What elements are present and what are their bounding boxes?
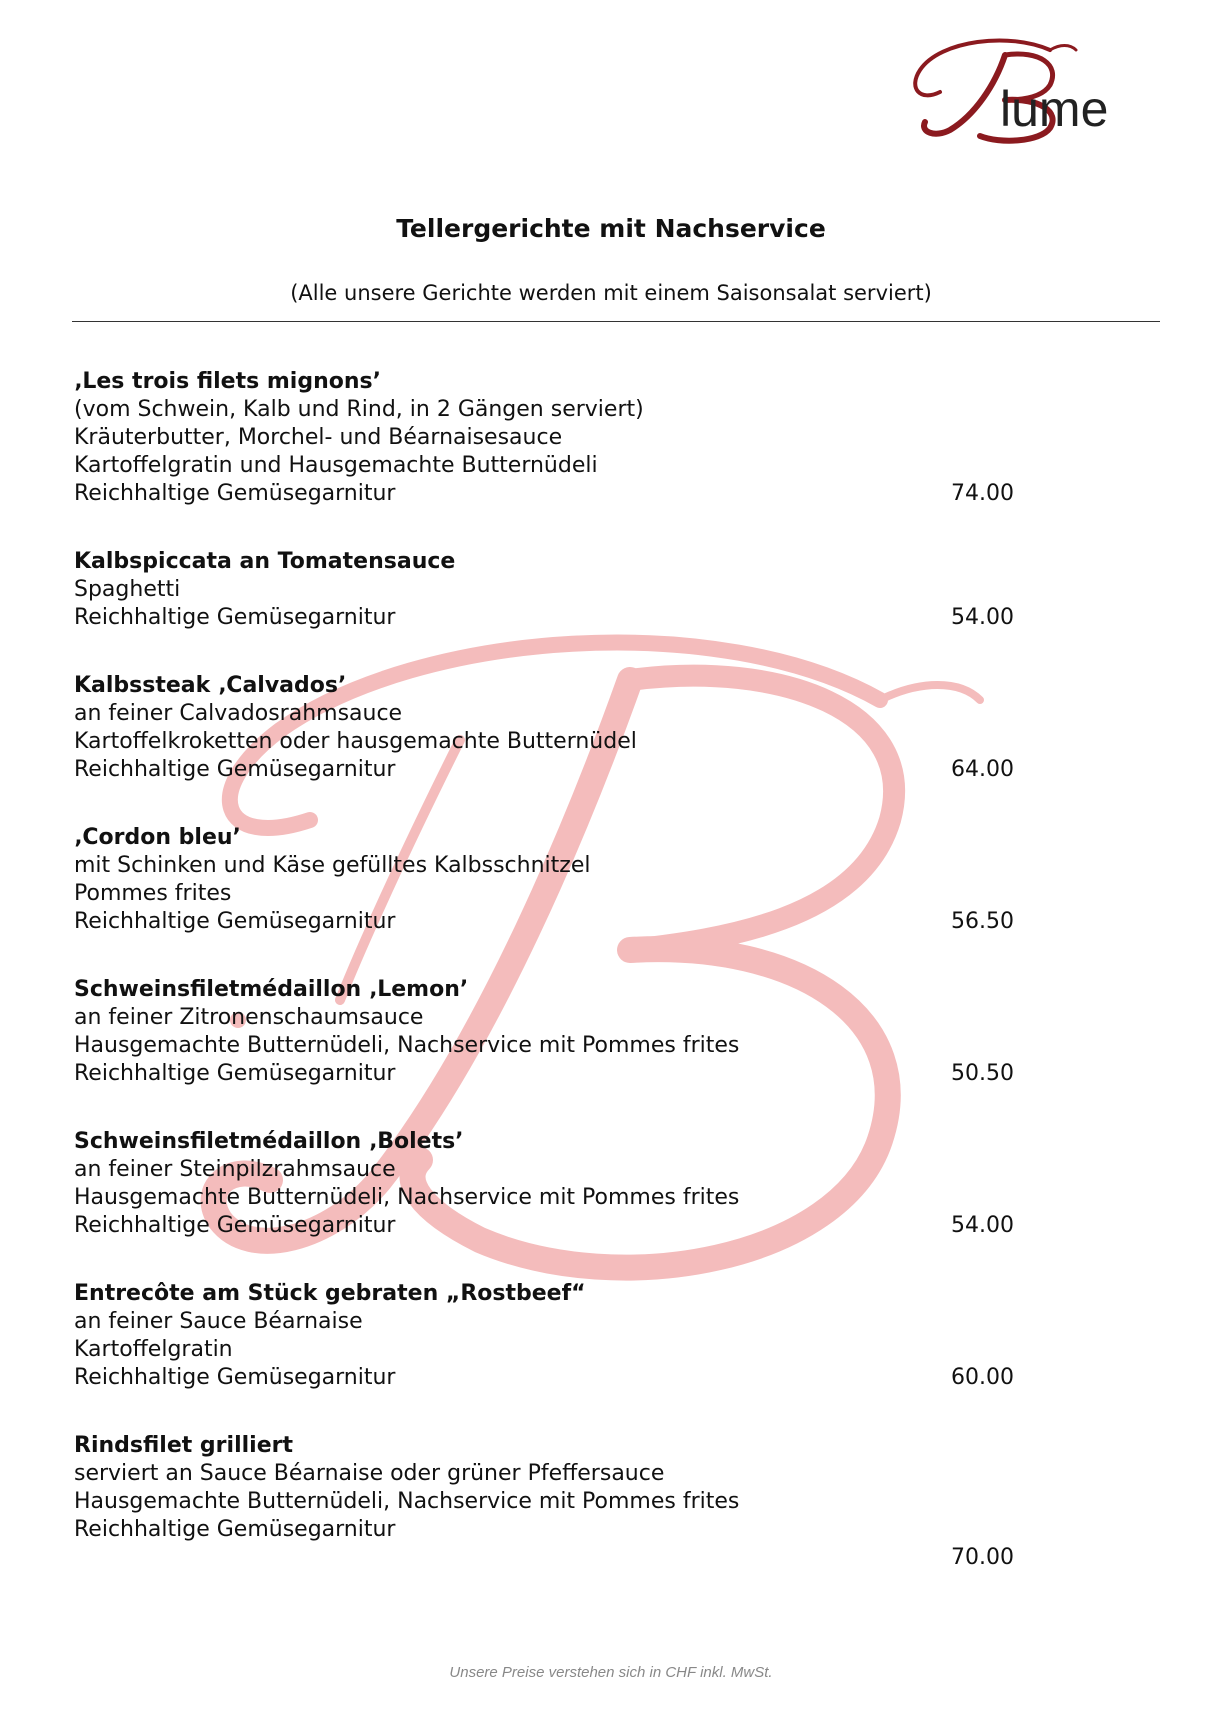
menu-list	[74, 368, 1074, 1584]
dish-description-line: Reichhaltige Gemüsegarnitur	[74, 1517, 396, 1542]
dish-description-line: Kartoffelkroketten oder hausgemachte Butternüdel	[74, 729, 637, 754]
menu-item	[74, 824, 1014, 936]
dish-description-line: Pommes frites	[74, 881, 232, 906]
dish-price: 54.00	[951, 605, 1014, 630]
menu-item	[74, 548, 1014, 632]
dish-description-line: Spaghetti	[74, 577, 181, 602]
header-divider	[72, 321, 1160, 322]
menu-item	[74, 368, 1014, 508]
dish-description-line: Kräuterbutter, Morchel- und Béarnaisesauce	[74, 425, 563, 450]
dish-description-line: Reichhaltige Gemüsegarnitur	[74, 909, 396, 934]
dish-price: 74.00	[951, 481, 1014, 506]
dish-description-line: Reichhaltige Gemüsegarnitur	[74, 481, 396, 506]
dish-price: 56.50	[951, 909, 1014, 934]
page-subtitle: (Alle unsere Gerichte werden mit einem Saisonsalat serviert)	[290, 281, 932, 305]
dish-description-line: Kartoffelgratin und Hausgemachte Butternüdeli	[74, 453, 598, 478]
dish-description-line: Hausgemachte Butternüdeli, Nachservice mit Pommes frites	[74, 1489, 740, 1514]
dish-description-line: Reichhaltige Gemüsegarnitur	[74, 1213, 396, 1238]
dish-name: Schweinsfiletmédaillon ‚Bolets’	[74, 1129, 464, 1154]
dish-price: 70.00	[951, 1545, 1014, 1570]
dish-name: ‚Les trois filets mignons’	[74, 369, 381, 394]
dish-description-line: Reichhaltige Gemüsegarnitur	[74, 757, 396, 782]
dish-description-line: Hausgemachte Butternüdeli, Nachservice mit Pommes frites	[74, 1033, 740, 1058]
dish-name: Entrecôte am Stück gebraten „Rostbeef“	[74, 1281, 586, 1306]
dish-description-line: an feiner Sauce Béarnaise	[74, 1309, 363, 1334]
dish-price: 64.00	[951, 757, 1014, 782]
dish-name: Rindsfilet grilliert	[74, 1433, 293, 1458]
dish-description-line: (vom Schwein, Kalb und Rind, in 2 Gängen serviert)	[74, 397, 644, 422]
dish-price: 54.00	[951, 1213, 1014, 1238]
dish-description-line: an feiner Calvadosrahmsauce	[74, 701, 403, 726]
dish-name: Schweinsfiletmédaillon ‚Lemon’	[74, 977, 469, 1002]
dish-name: ‚Cordon bleu’	[74, 825, 241, 850]
dish-description-line: Reichhaltige Gemüsegarnitur	[74, 1061, 396, 1086]
dish-description-line: Reichhaltige Gemüsegarnitur	[74, 605, 396, 630]
menu-item	[74, 1432, 1014, 1570]
dish-description-line: an feiner Steinpilzrahmsauce	[74, 1157, 396, 1182]
price-footnote: Unsere Preise verstehen sich in CHF inkl. MwSt.	[449, 1664, 773, 1681]
menu-item	[74, 672, 1014, 784]
menu-item	[74, 1280, 1014, 1392]
dish-description-line: serviert an Sauce Béarnaise oder grüner Pfeffersauce	[74, 1461, 665, 1486]
dish-description-line: mit Schinken und Käse gefülltes Kalbsschnitzel	[74, 853, 591, 878]
dish-price: 60.00	[951, 1365, 1014, 1390]
brand-logo-text: lume	[1000, 81, 1109, 137]
dish-description-line: an feiner Zitronenschaumsauce	[74, 1005, 424, 1030]
dish-name: Kalbssteak ‚Calvados’	[74, 673, 347, 698]
dish-description-line: Hausgemachte Butternüdeli, Nachservice mit Pommes frites	[74, 1185, 740, 1210]
page-title: Tellergerichte mit Nachservice	[396, 214, 826, 243]
dish-description-line: Reichhaltige Gemüsegarnitur	[74, 1365, 396, 1390]
menu-item	[74, 1128, 1014, 1240]
menu-item	[74, 976, 1014, 1088]
dish-price: 50.50	[951, 1061, 1014, 1086]
dish-description-line: Kartoffelgratin	[74, 1337, 233, 1362]
dish-name: Kalbspiccata an Tomatensauce	[74, 549, 456, 574]
